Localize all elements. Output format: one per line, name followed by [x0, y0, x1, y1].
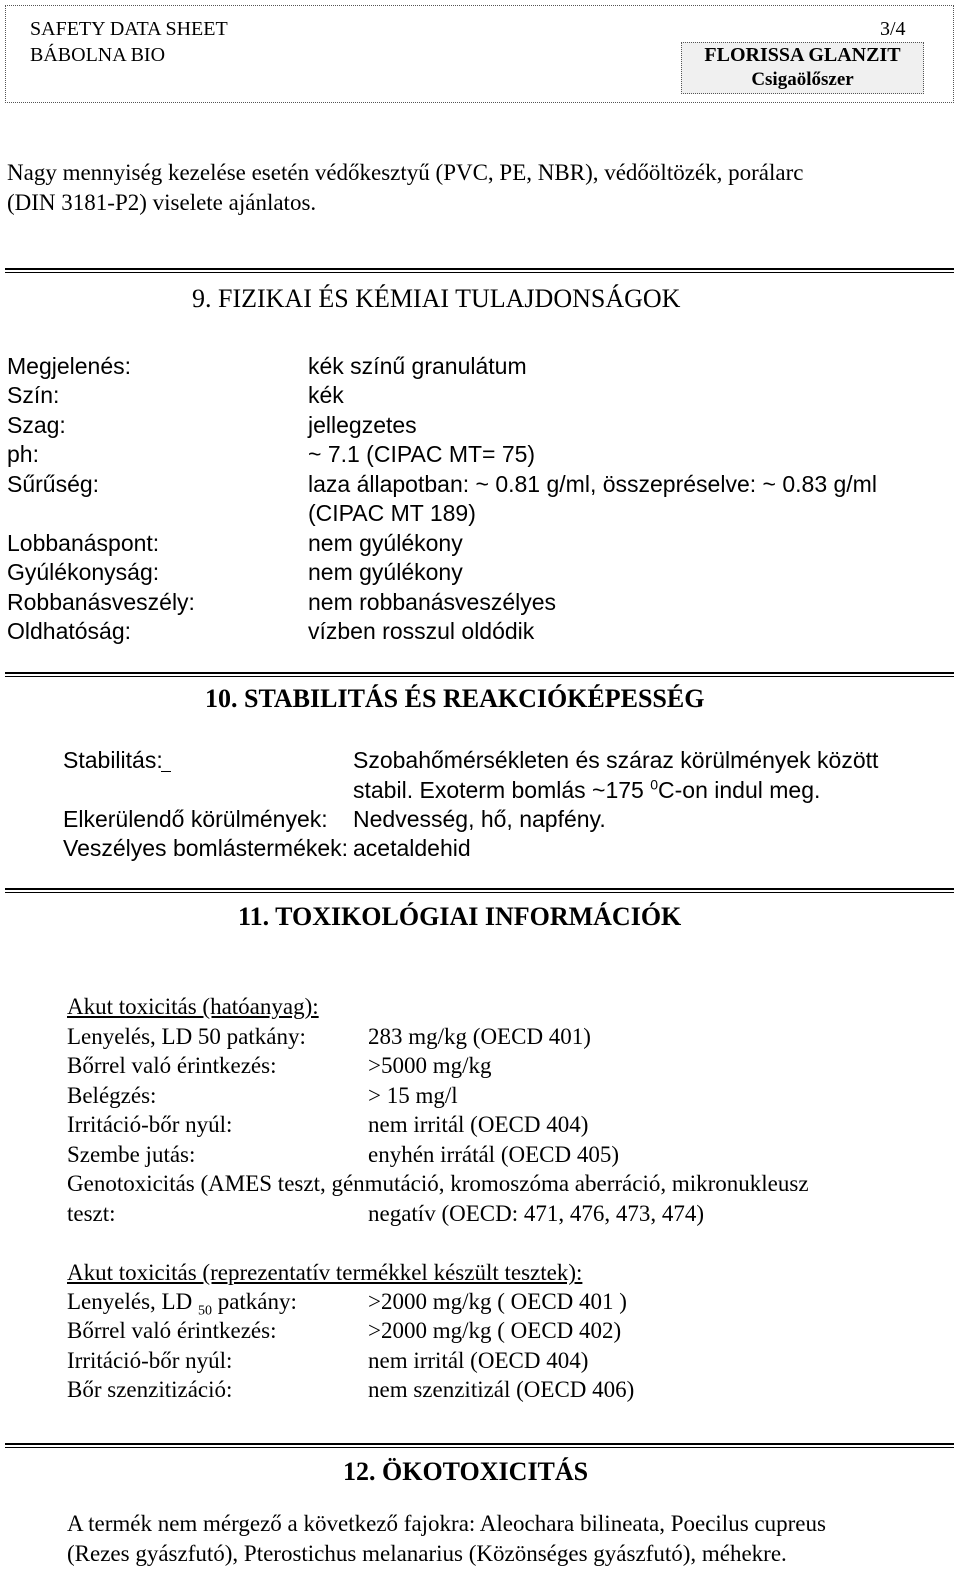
section-10-title: 10. STABILITÁS ÉS REAKCIÓKÉPESSÉG: [205, 684, 705, 713]
property-label: Szín:: [7, 382, 60, 408]
intro-line-2: (DIN 3181-P2) viselete ajánlatos.: [7, 190, 317, 215]
property-label: Robbanásveszély:: [7, 589, 195, 615]
property-label: Lobbanáspont:: [7, 530, 160, 556]
property-value: vízben rosszul oldódik: [308, 618, 535, 644]
acute-toxicity-active-title: Akut toxicitás (hatóanyag):: [67, 994, 319, 1019]
section-9-rule: [5, 268, 954, 273]
document-title: SAFETY DATA SHEET: [30, 18, 228, 40]
tox-value: nem irritál (OECD 404): [368, 1112, 589, 1137]
stability-underline: [161, 749, 171, 772]
acute-toxicity-product-title: Akut toxicitás (reprezentatív termékkel készült tesztek):: [67, 1260, 583, 1285]
property-value: nem gyúlékony: [308, 530, 463, 556]
tox-label: Bőr szenzitizáció:: [67, 1377, 233, 1402]
tox-label: Bőrrel való érintkezés:: [67, 1318, 277, 1343]
tox-label: Lenyelés, LD $_{50}$ patkány:: [67, 1289, 297, 1319]
property-value: nem robbanásveszélyes: [308, 589, 557, 615]
decomposition-value: acetaldehid: [353, 835, 471, 861]
section-12-title: 12. ÖKOTOXICITÁS: [343, 1457, 589, 1486]
property-value: kék színű granulátum: [308, 353, 527, 379]
tox-label: Szembe jutás:: [67, 1142, 196, 1167]
section-11-rule: [5, 888, 954, 893]
tox-value: nem szenzitizál (OECD 406): [368, 1377, 635, 1402]
property-value: jellegzetes: [308, 412, 417, 438]
tox-value: >2000 mg/kg ( OECD 401 ): [368, 1289, 627, 1314]
genotoxicity-label: teszt:: [67, 1201, 116, 1226]
property-label: ph:: [7, 441, 39, 467]
page-number: 3/4: [880, 18, 906, 40]
property-value: ~ 7.1 (CIPAC MT= 75): [308, 441, 536, 467]
property-value: kék: [308, 382, 344, 408]
property-value-continued: (CIPAC MT 189): [308, 500, 476, 526]
tox-value: >5000 mg/kg: [368, 1053, 492, 1078]
stability-value-line-2: stabil. Exoterm bomlás ~175 $^0$C-on indul meg.: [353, 776, 821, 803]
ecotox-line-1: A termék nem mérgező a következő fajokra: Aleochara bilineata, Poecilus cupreus: [67, 1511, 826, 1536]
tox-label: Irritáció-bőr nyúl:: [67, 1112, 233, 1137]
property-value: nem gyúlékony: [308, 559, 463, 585]
property-label: Szag:: [7, 412, 66, 438]
tox-label: Belégzés:: [67, 1083, 157, 1108]
section-10-rule: [5, 672, 954, 677]
property-label: Sűrűség:: [7, 471, 100, 497]
avoid-value: Nedvesség, hő, napfény.: [353, 806, 606, 832]
product-type: Csigaölőszer: [751, 69, 854, 90]
section-9-title: 9. FIZIKAI ÉS KÉMIAI TULAJDONSÁGOK: [192, 284, 681, 313]
intro-line-1: Nagy mennyiség kezelése esetén védőkesztyű (PVC, PE, NBR), védőöltözék, porálarc: [7, 160, 804, 185]
tox-value: > 15 mg/l: [368, 1083, 458, 1108]
section-12-rule: [5, 1443, 954, 1448]
property-label: Gyúlékonyság:: [7, 559, 160, 585]
product-name: FLORISSA GLANZIT: [704, 44, 901, 66]
tox-label: Lenyelés, LD 50 patkány:: [67, 1024, 306, 1049]
genotoxicity-line-1: Genotoxicitás (AMES teszt, génmutáció, kromoszóma aberráció, mikronukleusz: [67, 1171, 809, 1196]
company-name: BÁBOLNA BIO: [30, 44, 166, 66]
tox-value: enyhén irrátál (OECD 405): [368, 1142, 620, 1167]
tox-value: 283 mg/kg (OECD 401): [368, 1024, 591, 1049]
tox-value: nem irritál (OECD 404): [368, 1348, 589, 1373]
tox-value: >2000 mg/kg ( OECD 402): [368, 1318, 622, 1343]
stability-label: Stabilitás:: [63, 747, 163, 773]
property-label: Megjelenés:: [7, 353, 132, 379]
property-value: laza állapotban: ~ 0.81 g/ml, összepréselve: ~ 0.83 g/ml: [308, 471, 877, 497]
property-label: Oldhatóság:: [7, 618, 132, 644]
ecotox-line-2: (Rezes gyászfutó), Pterostichus melanarius (Közönséges gyászfutó), méhekre.: [67, 1541, 787, 1566]
stability-value-line-1: Szobahőmérsékleten és száraz körülmények között: [353, 747, 879, 773]
tox-label: Bőrrel való érintkezés:: [67, 1053, 277, 1078]
genotoxicity-value: negatív (OECD: 471, 476, 473, 474): [368, 1201, 705, 1226]
tox-label: Irritáció-bőr nyúl:: [67, 1348, 233, 1373]
avoid-label: Elkerülendő körülmények:: [63, 806, 328, 832]
decomposition-label: Veszélyes bomlástermékek:: [63, 835, 349, 861]
section-11-title: 11. TOXIKOLÓGIAI INFORMÁCIÓK: [238, 902, 682, 931]
